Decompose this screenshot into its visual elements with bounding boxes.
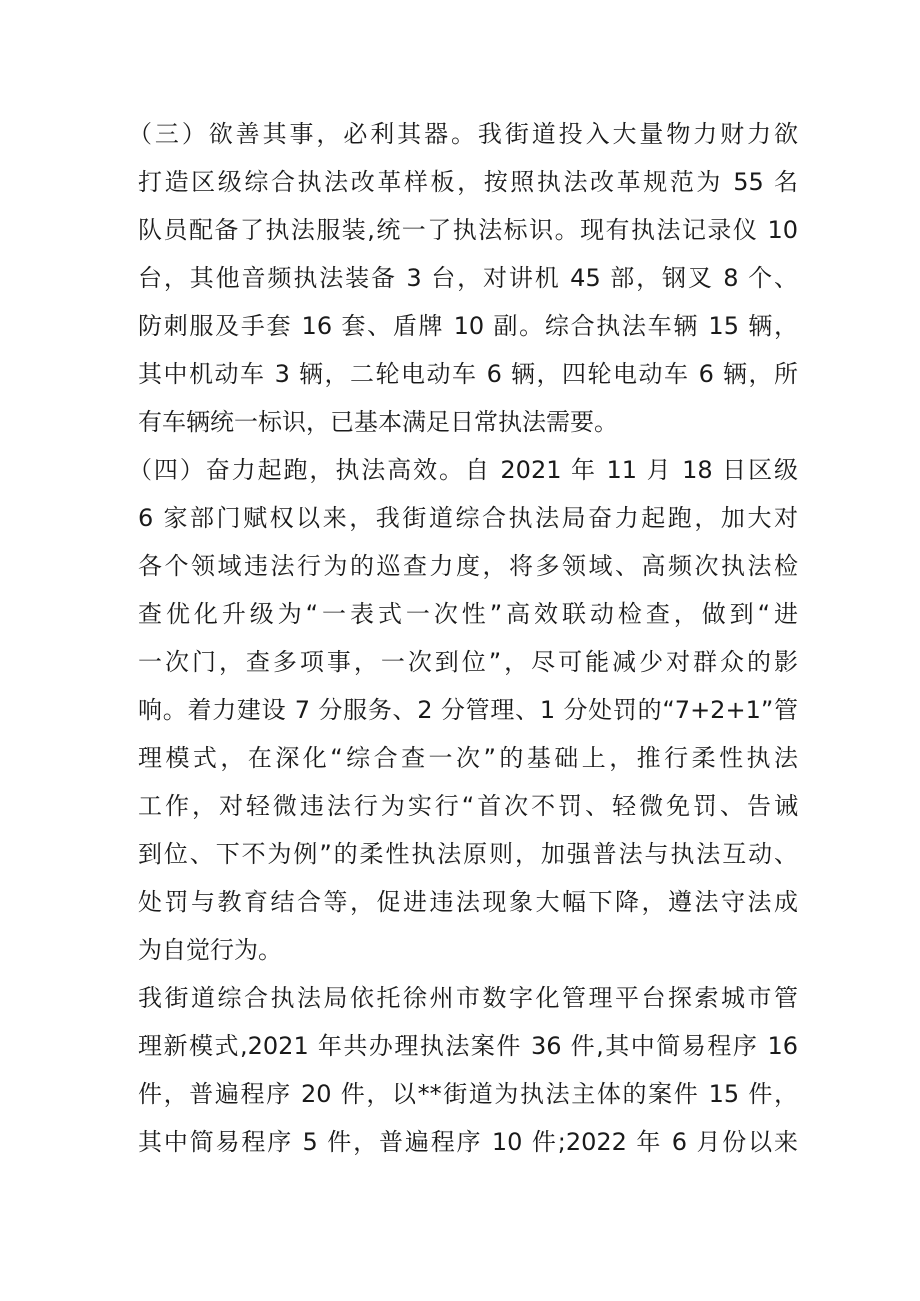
text-line: 件，普遍程序 20 件，以**街道为执法主体的案件 15 件， (138, 1080, 798, 1108)
text-line: 一次门，查多项事，一次到位”，尽可能减少对群众的影 (138, 648, 798, 676)
text-line: 各个领域违法行为的巡查力度，将多领域、高频次执法检 (138, 552, 798, 580)
text-line: 查优化升级为“一表式一次性”高效联动检查，做到“进 (138, 600, 798, 628)
body-text (128, 110, 798, 1166)
text-line: 打造区级综合执法改革样板，按照执法改革规范为 55 名 (138, 168, 798, 196)
text-line: （三）欲善其事，必利其器。我街道投入大量物力财力欲 (128, 120, 798, 148)
text-line: 6 家部门赋权以来，我街道综合执法局奋力起跑，加大对 (138, 504, 798, 532)
text-line: 为自觉行为。 (138, 936, 282, 964)
text-line: 台，其他音频执法装备 3 台，对讲机 45 部，钢叉 8 个、 (138, 264, 798, 292)
text-line: 到位、下不为例”的柔性执法原则，加强普法与执法互动、 (138, 840, 798, 868)
text-line: 防刺服及手套 16 套、盾牌 10 副。综合执法车辆 15 辆， (138, 312, 798, 340)
text-line: 队员配备了执法服装,统一了执法标识。现有执法记录仪 10 (138, 216, 798, 244)
text-line: 其中简易程序 5 件，普遍程序 10 件;2022 年 6 月份以来 (138, 1128, 798, 1156)
text-line: 理新模式,2021 年共办理执法案件 36 件,其中简易程序 16 (138, 1032, 798, 1060)
text-line: 其中机动车 3 辆，二轮电动车 6 辆，四轮电动车 6 辆，所 (138, 360, 798, 388)
text-line: 我街道综合执法局依托徐州市数字化管理平台探索城市管 (138, 984, 798, 1012)
text-line: 处罚与教育结合等，促进违法现象大幅下降，遵法守法成 (138, 888, 798, 916)
text-line: 有车辆统一标识，已基本满足日常执法需要。 (138, 408, 618, 436)
text-line: （四）奋力起跑，执法高效。自 2021 年 11 月 18 日区级 (128, 456, 798, 484)
text-line: 工作，对轻微违法行为实行“首次不罚、轻微免罚、告诫 (138, 792, 798, 820)
text-line: 响。着力建设 7 分服务、2 分管理、1 分处罚的“7+2+1”管 (138, 696, 798, 724)
text-line: 理模式，在深化“综合查一次”的基础上，推行柔性执法 (138, 744, 798, 772)
